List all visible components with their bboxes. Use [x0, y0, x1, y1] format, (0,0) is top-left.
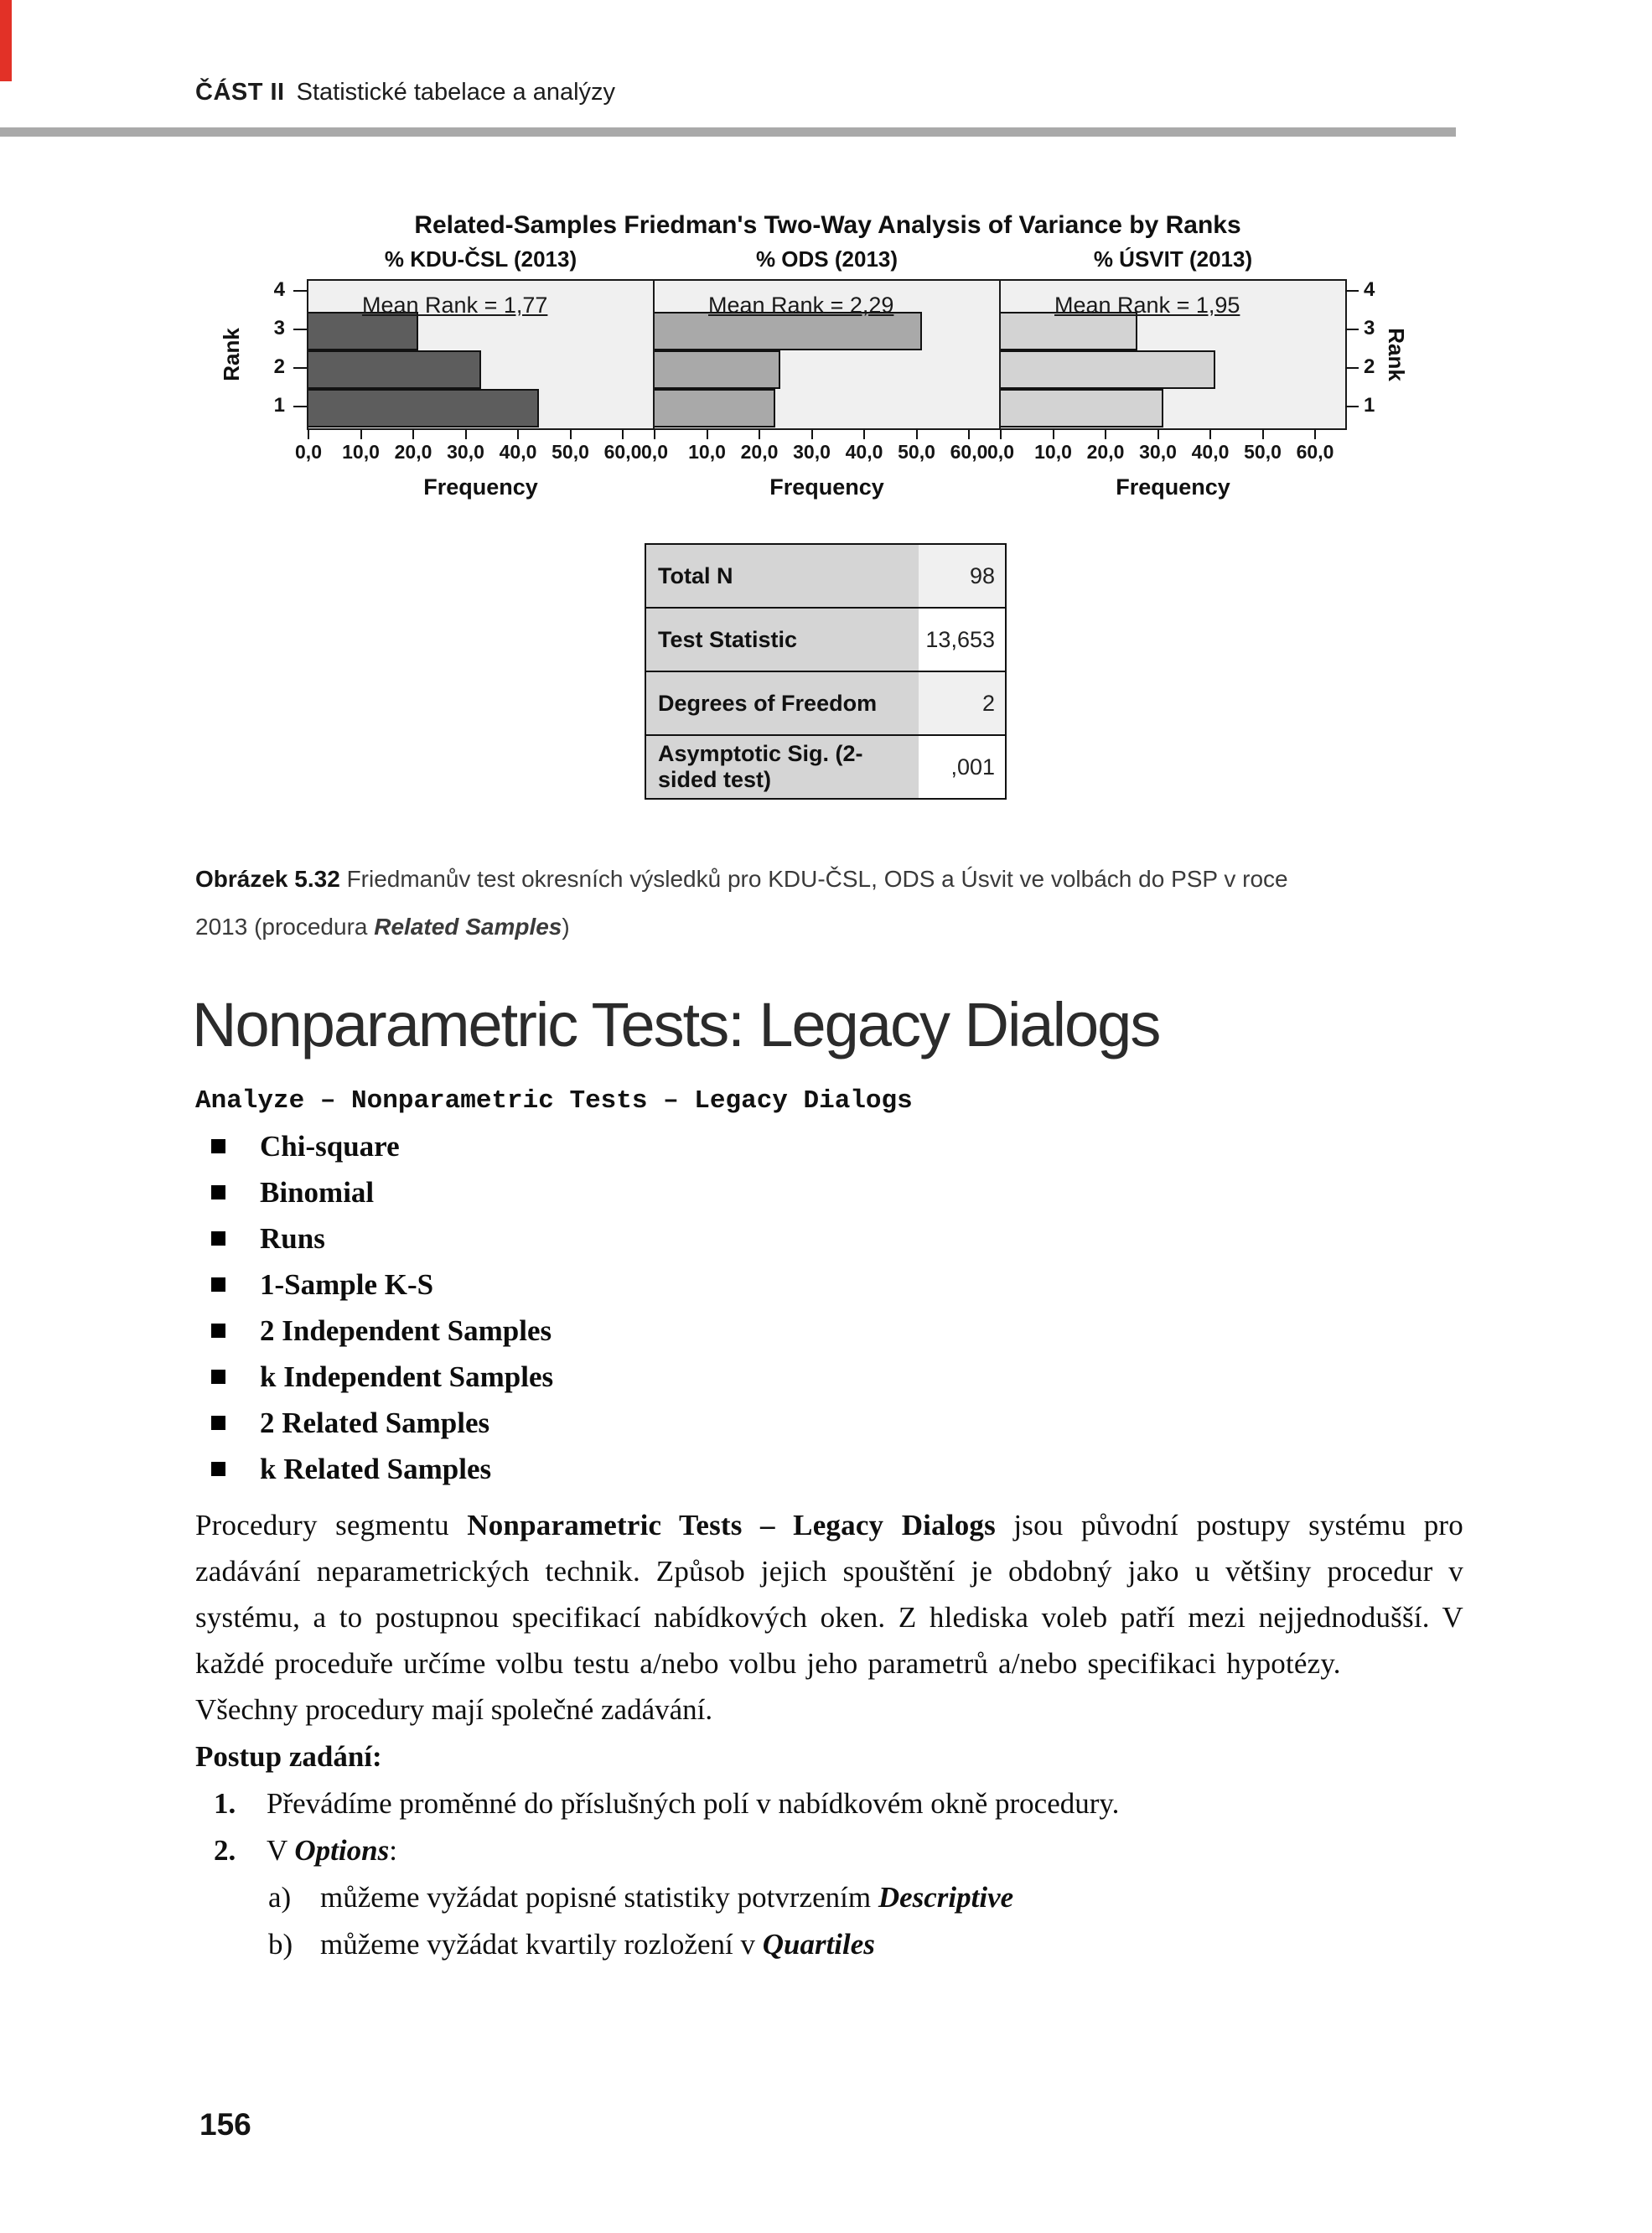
y-tick-mark — [1345, 329, 1359, 330]
table-row — [646, 545, 1005, 609]
x-tick-label: 50,0 — [898, 441, 935, 463]
table-row — [646, 609, 1005, 672]
part-label: ČÁST II — [195, 79, 285, 106]
bar-rank-1 — [1001, 389, 1163, 427]
x-tick-label: 60,0 — [950, 441, 988, 463]
section-heading: Nonparametric Tests: Legacy Dialogs — [192, 990, 1160, 1060]
x-tick-label: 10,0 — [688, 441, 726, 463]
bar-rank-1 — [308, 389, 539, 427]
x-axis-label: Frequency — [423, 474, 538, 500]
friedman-test-summary-table — [645, 543, 1007, 800]
x-tick-mark — [1157, 430, 1159, 439]
x-tick-label: 30,0 — [447, 441, 484, 463]
step-number: 2. — [214, 1834, 236, 1867]
x-tick-label: 0,0 — [641, 441, 668, 463]
x-tick-mark — [916, 430, 918, 439]
panel-plot-area — [307, 279, 655, 430]
y-tick-label: 4 — [273, 278, 285, 301]
table-row-value: ,001 — [919, 736, 1005, 798]
substep-item: a) můžeme vyžádat popisné statistiky potvrzením Descriptive — [195, 1874, 1463, 1921]
x-tick-label: 20,0 — [740, 441, 779, 463]
x-tick-label: 0,0 — [987, 441, 1014, 463]
step-item: 2. V Options: — [195, 1827, 1463, 1874]
paragraph: Procedury segmentu Nonparametric Tests – Legacy Dialogs jsou původní postupy systému pro zadávání neparametrických technik. Způsob jejich spouštění je obdobný jako u většiny procedur v systému, a to postupnou specifikací nabídkových oken. Z hlediska voleb patří mezi nejjednodušší. V každé proceduře určíme volbu testu a/nebo volbu jeho parametrů a/nebo specifikaci hypotézy. — [195, 1509, 1463, 1680]
chart-title: Related-Samples Friedman's Two-Way Analysis of Variance by Ranks — [414, 211, 1241, 239]
panel-plot-area — [999, 279, 1347, 430]
x-tick-mark — [968, 430, 970, 439]
y-tick-label: 3 — [273, 317, 285, 339]
list-item: Binomial — [195, 1169, 553, 1215]
step-number: 1. — [214, 1787, 236, 1820]
table-row-label: Test Statistic — [646, 609, 919, 671]
y-tick-label: 1 — [273, 394, 285, 417]
panel-header: % ODS (2013) — [755, 246, 899, 272]
y-tick-label: 4 — [1364, 278, 1375, 301]
y-axis-label-left: Rank — [219, 328, 244, 381]
substep-letter: b) — [268, 1928, 293, 1961]
square-bullet-icon — [211, 1139, 225, 1153]
test-list — [195, 1123, 553, 1492]
square-bullet-icon — [211, 1416, 225, 1430]
x-tick-mark — [570, 430, 572, 439]
y-tick-mark — [1345, 290, 1359, 292]
x-tick-mark — [811, 430, 813, 439]
y-tick-label: 3 — [1364, 317, 1375, 339]
x-tick-label: 40,0 — [499, 441, 537, 463]
x-axis-label: Frequency — [1116, 474, 1230, 500]
list-item: 2 Independent Samples — [195, 1308, 553, 1354]
friedman-ranks-chart — [0, 0, 1652, 587]
y-tick-mark — [293, 329, 307, 330]
x-tick-mark — [1262, 430, 1264, 439]
x-tick-mark — [465, 430, 467, 439]
x-tick-mark — [654, 430, 655, 439]
list-item: k Independent Samples — [195, 1354, 553, 1400]
table-row-value: 98 — [919, 545, 1005, 607]
x-tick-mark — [622, 430, 624, 439]
bar-rank-1 — [655, 389, 775, 427]
list-item: Chi-square — [195, 1123, 553, 1169]
list-item: k Related Samples — [195, 1446, 553, 1492]
y-tick-label: 2 — [1364, 355, 1375, 378]
y-tick-label: 2 — [273, 355, 285, 378]
bar-rank-2 — [308, 350, 481, 389]
y-tick-mark — [293, 290, 307, 292]
x-tick-mark — [412, 430, 414, 439]
body-text — [195, 1502, 1463, 1968]
procedure-steps-label: Postup zadání: — [195, 1740, 382, 1773]
page-number: 156 — [199, 2107, 251, 2142]
y-tick-mark — [1345, 406, 1359, 407]
table-row-value: 2 — [919, 672, 1005, 734]
x-tick-mark — [759, 430, 760, 439]
y-tick-label: 1 — [1364, 394, 1375, 417]
x-axis-label: Frequency — [769, 474, 884, 500]
y-axis-label-right: Rank — [1384, 328, 1409, 381]
list-item: 2 Related Samples — [195, 1400, 553, 1446]
table-row-value: 13,653 — [919, 609, 1005, 671]
panel-plot-area — [653, 279, 1001, 430]
x-tick-mark — [360, 430, 362, 439]
panel-header: % ÚSVIT (2013) — [1093, 246, 1253, 272]
bar-rank-2 — [655, 350, 780, 389]
x-tick-label: 30,0 — [793, 441, 831, 463]
x-tick-label: 40,0 — [845, 441, 883, 463]
square-bullet-icon — [211, 1231, 225, 1246]
step-item: 1. Převádíme proměnné do příslušných polí v nabídkovém okně procedury. — [195, 1780, 1463, 1827]
x-tick-label: 10,0 — [342, 441, 380, 463]
x-tick-label: 0,0 — [295, 441, 322, 463]
list-item: 1-Sample K-S — [195, 1262, 553, 1308]
substep-letter: a) — [268, 1881, 292, 1914]
table-row — [646, 736, 1005, 798]
x-tick-label: 30,0 — [1139, 441, 1177, 463]
x-tick-label: 20,0 — [1086, 441, 1125, 463]
x-tick-mark — [517, 430, 519, 439]
table-row — [646, 672, 1005, 736]
x-tick-label: 20,0 — [394, 441, 432, 463]
substep-item: b) můžeme vyžádat kvartily rozložení v Quartiles — [195, 1921, 1463, 1968]
mean-rank-label: Mean Rank = 1,95 — [1054, 293, 1240, 318]
x-tick-label: 60,0 — [603, 441, 642, 463]
quartiles-label: Quartiles — [762, 1928, 875, 1961]
x-tick-mark — [308, 430, 309, 439]
mean-rank-label: Mean Rank = 1,77 — [362, 293, 548, 318]
x-tick-mark — [707, 430, 708, 439]
square-bullet-icon — [211, 1324, 225, 1338]
panel-header: % KDU-ČSL (2013) — [384, 246, 577, 272]
x-tick-label: 50,0 — [552, 441, 589, 463]
x-tick-mark — [1209, 430, 1211, 439]
y-tick-mark — [293, 367, 307, 369]
figure-caption-number: Obrázek 5.32 — [195, 866, 340, 892]
table-row-label: Degrees of Freedom — [646, 672, 919, 734]
y-tick-mark — [293, 406, 307, 407]
table-row-label: Total N — [646, 545, 919, 607]
square-bullet-icon — [211, 1462, 225, 1476]
menu-path: Analyze – Nonparametric Tests – Legacy Dialogs — [195, 1086, 913, 1116]
x-tick-mark — [1000, 430, 1002, 439]
figure-caption-text-line1: Friedmanův test okresních výsledků pro KDU-ČSL, ODS a Úsvit ve volbách do PSP v roce — [346, 866, 1288, 892]
options-label: Options — [294, 1834, 390, 1867]
paragraph: Všechny procedury mají společné zadávání. — [195, 1693, 713, 1726]
table-row-label: Asymptotic Sig. (2-sided test) — [646, 736, 919, 798]
square-bullet-icon — [211, 1370, 225, 1384]
square-bullet-icon — [211, 1277, 225, 1292]
x-tick-mark — [1105, 430, 1106, 439]
x-tick-label: 60,0 — [1296, 441, 1334, 463]
bar-rank-2 — [1001, 350, 1215, 389]
x-tick-label: 40,0 — [1191, 441, 1230, 463]
square-bullet-icon — [211, 1185, 225, 1199]
mean-rank-label: Mean Rank = 2,29 — [708, 293, 894, 318]
part-title: Statistické tabelace a analýzy — [296, 79, 616, 106]
figure-caption-procedure: Related Samples — [374, 914, 562, 940]
segment-name: Nonparametric Tests – Legacy Dialogs — [467, 1509, 996, 1541]
y-tick-mark — [1345, 367, 1359, 369]
figure-caption-text-line2: 2013 (procedura — [195, 914, 375, 940]
x-tick-mark — [1314, 430, 1316, 439]
x-tick-mark — [1053, 430, 1054, 439]
figure-caption — [195, 855, 1469, 951]
x-tick-mark — [863, 430, 865, 439]
figure-caption-close: ) — [562, 914, 570, 940]
x-tick-label: 10,0 — [1034, 441, 1072, 463]
descriptive-label: Descriptive — [878, 1881, 1014, 1914]
x-tick-label: 50,0 — [1244, 441, 1282, 463]
list-item: Runs — [195, 1215, 553, 1262]
